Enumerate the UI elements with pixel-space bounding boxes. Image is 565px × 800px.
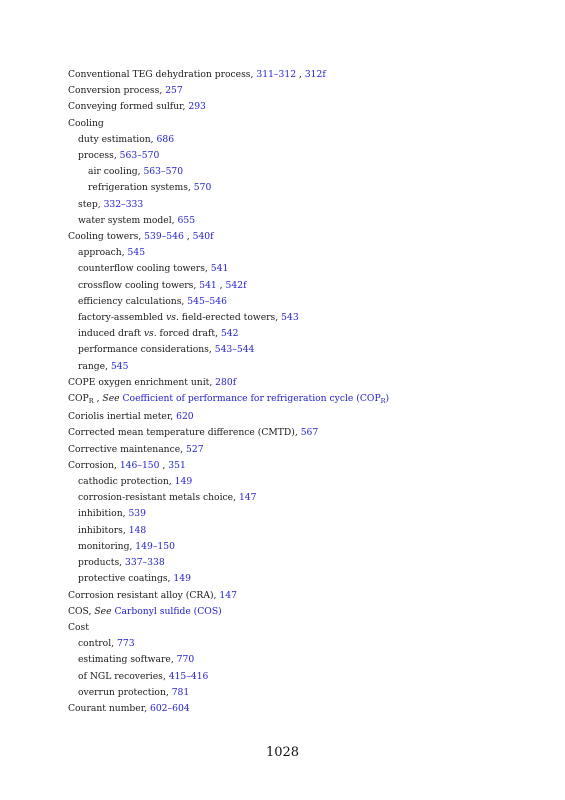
page-reference-link[interactable]: 147 [219,589,237,601]
index-entry [68,425,538,441]
entry-text: corrosion-resistant metals choice, [78,492,239,504]
index-subentry [68,685,538,701]
entry-text: factory-assembled [78,312,167,324]
index-subentry [68,148,538,164]
entry-text: , [183,231,193,243]
index-subentry [68,669,538,685]
page-reference-link[interactable]: 293 [188,101,206,113]
entry-text: , [159,459,169,471]
entry-text: water system model, [78,214,178,226]
page-reference-link[interactable]: 540f [192,231,214,243]
page-reference-link[interactable]: 542f [225,279,247,291]
page-reference-link[interactable]: 781 [171,686,190,698]
index-entry [68,620,538,636]
entry-text: monitoring, [78,540,136,552]
entry-text: Conventional TEG dehydration process, [68,69,257,80]
entry-text: See [102,393,120,405]
entry-text: Cost [68,621,89,633]
index-entry [68,375,538,391]
entry-text: forced draft, [156,328,221,340]
entry-text: , [216,279,226,291]
entry-text: Corrected mean temperature difference (CMTD), [68,427,301,439]
entry-text: duty estimation, [78,133,157,145]
page-reference-link[interactable]: 539 [128,508,146,520]
index-subentry [68,197,538,213]
index-subentry [68,506,538,522]
entry-text: estimating software, [78,654,177,666]
entry-text: COPE oxygen enrichment unit, [68,376,216,388]
entry-text: COP [68,393,89,405]
index-subentry [68,555,538,571]
index-subentry [68,652,538,668]
index-subentry [68,261,538,277]
page-reference-link[interactable]: 149 [174,476,193,488]
index-subentry [68,571,538,587]
page-reference-link[interactable]: 312f [304,69,326,80]
page-reference-link[interactable]: 148 [128,524,147,536]
index-entry [68,458,538,474]
index-subentry [68,164,538,180]
index-subentry [68,636,538,652]
entry-text: , [93,393,103,405]
page-reference-link[interactable]: 655 [177,214,196,226]
entry-text: , [296,69,305,80]
entry-text: of NGL recoveries, [78,670,169,682]
page-reference-link[interactable]: 602–604 [149,702,190,714]
page-number: 1028 [265,745,300,760]
entry-text: See [94,605,112,617]
page-reference-link[interactable]: 257 [165,85,183,97]
page-reference-link[interactable]: Coefficient of performance for refrigeration cycle (COP [122,393,381,405]
page-reference-link[interactable]: 620 [176,411,194,423]
entry-text: products, [78,557,125,569]
index-subentry [68,213,538,229]
index-entry [68,409,538,425]
page-reference-link[interactable]: 415–416 [168,670,209,682]
entry-text: inhibitors, [78,524,129,536]
page-reference-link[interactable]: 149 [173,573,191,585]
index-entry [68,116,538,132]
entry-text: protective coatings, [78,573,174,585]
index-list [68,67,538,717]
entry-text: Courant number, [68,702,150,714]
page-reference-link[interactable]: R [380,397,386,406]
page-reference-link[interactable]: 773 [117,638,135,650]
index-entry [68,701,538,717]
index-subentry [68,342,538,358]
page-reference-link[interactable]: 351 [168,459,186,471]
page-reference-link[interactable]: 337–338 [125,557,165,569]
index-entry [68,83,538,99]
index-subentry [68,523,538,539]
entry-text: vs. [143,328,157,340]
entry-text: Coriolis inertial meter, [68,411,177,423]
index-subentry [68,245,538,261]
entry-text: performance considerations, [78,344,215,356]
page-reference-link[interactable]: ) [385,393,390,405]
index-entry [68,99,538,115]
entry-text: Cooling towers, [68,231,145,243]
page-reference-link[interactable]: 311–312 [256,69,297,80]
index-entry [68,67,538,83]
entry-text: COS, [68,605,95,617]
entry-text: Corrosion resistant alloy (CRA), [68,589,220,601]
index-subentry [68,474,538,490]
entry-text: control, [78,638,117,650]
entry-text: field-erected towers, [178,312,282,324]
entry-text: cathodic protection, [78,476,175,488]
entry-text: approach, [78,247,128,259]
page-reference-link[interactable]: 541 [199,279,217,291]
entry-text: Conveying formed sulfur, [68,101,189,113]
index-subentry [68,180,538,196]
page-reference-link[interactable]: 545 [127,247,146,259]
entry-text: step, [78,198,104,210]
entry-text: efficiency calculations, [78,295,188,307]
entry-text: Corrosion, [68,459,120,471]
index-subentry [68,278,538,294]
page-reference-link[interactable]: 686 [156,133,175,145]
entry-text: range, [78,360,111,372]
page-reference-link[interactable]: 539–546 [144,231,184,243]
page-reference-link[interactable]: 543–544 [214,344,255,356]
entry-text: crossflow cooling towers, [78,279,200,291]
index-entry [68,229,538,245]
entry-text: induced draft [78,328,144,340]
index-entry [68,604,538,620]
index-subentry [68,310,538,326]
page-reference-link[interactable]: 280f [215,376,237,388]
page-reference-link[interactable]: 545–546 [187,295,227,307]
index-entry [68,588,538,604]
entry-text: overrun protection, [78,686,172,698]
entry-text: air cooling, [88,166,144,178]
index-subentry [68,490,538,506]
page-reference-link[interactable]: 146–150 [119,459,160,471]
page-reference-link[interactable]: 542 [220,328,239,340]
entry-text: refrigeration systems, [88,182,194,194]
index-subentry [68,132,538,148]
entry-text: Corrective maintenance, [68,443,187,455]
entry-text: counterflow cooling towers, [78,263,211,275]
page-reference-link[interactable]: 147 [238,492,257,504]
page-reference-link[interactable]: 770 [176,654,195,666]
page-reference-link[interactable]: 527 [186,443,204,455]
page-reference-link[interactable]: 545 [110,360,129,372]
index-subentry [68,326,538,342]
page-reference-link[interactable]: 563–570 [143,166,184,178]
page-reference-link[interactable]: 541 [210,263,229,275]
entry-text: R [88,397,94,406]
page-reference-link[interactable]: 570 [193,182,212,194]
page-reference-link[interactable]: 332–333 [103,198,144,210]
index-subentry [68,539,538,555]
page-reference-link[interactable]: Carbonyl sulfide (COS) [114,605,222,617]
index-subentry [68,359,538,375]
index-entry [68,442,538,458]
page-reference-link[interactable]: 543 [281,312,299,324]
entry-text: Cooling [68,117,104,129]
entry-text: process, [78,150,120,162]
page-reference-link[interactable]: 149–150 [135,540,175,552]
index-entry [68,391,538,409]
index-subentry [68,294,538,310]
entry-text: Conversion process, [68,85,166,97]
page-reference-link[interactable]: 563–570 [119,150,160,162]
page-reference-link[interactable]: 567 [300,427,319,439]
entry-text: inhibition, [78,508,129,520]
entry-text: vs. [166,312,179,324]
